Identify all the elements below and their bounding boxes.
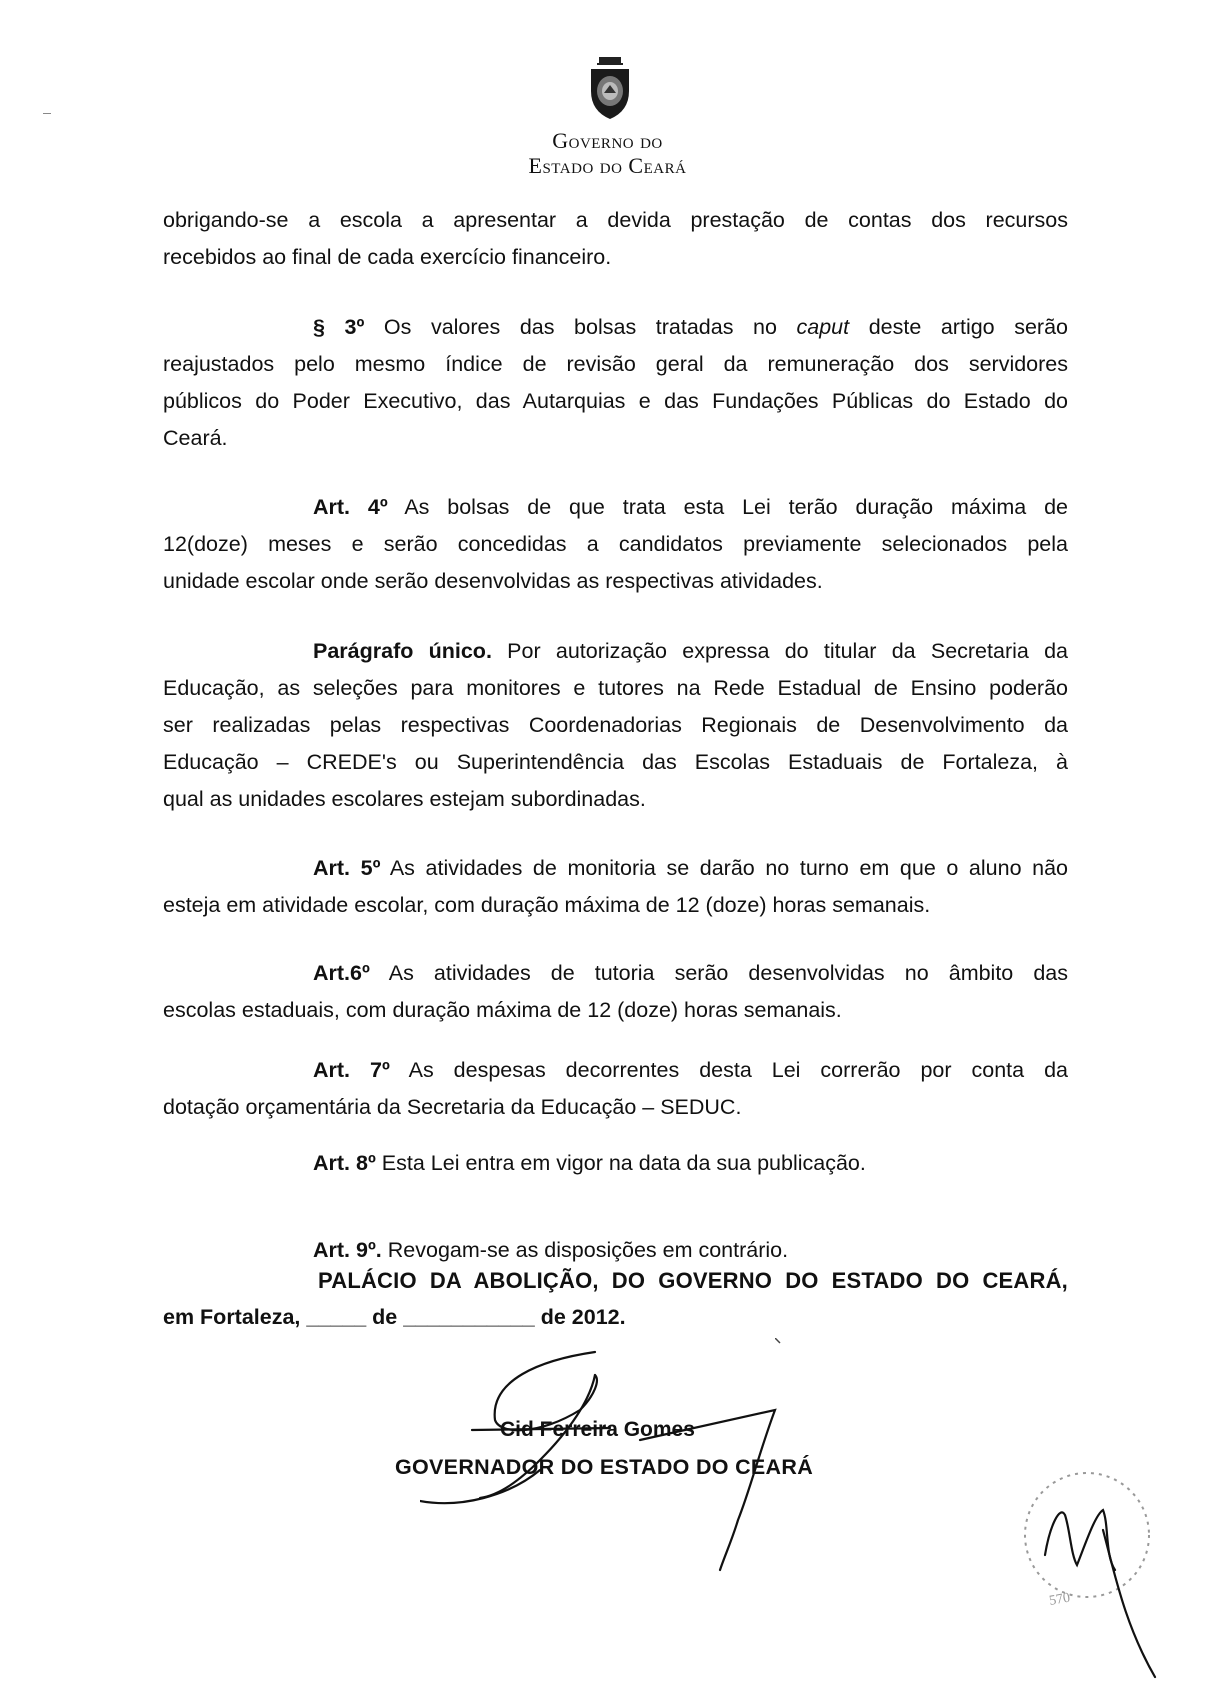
signatory-title: GOVERNADOR DO ESTADO DO CEARÁ xyxy=(395,1455,814,1479)
paragraph-3 xyxy=(163,309,1068,457)
text-line: Ceará. xyxy=(163,426,228,450)
text-line: Educação, as seleções para monitores e tutores na Rede Estadual de Ensino poderão xyxy=(163,676,1068,700)
text-fragment: Os valores das bolsas tratadas no xyxy=(364,315,797,339)
text-line: escolas estaduais, com duração máxima de 12 (doze) horas semanais. xyxy=(163,998,842,1022)
text-line: dotação orçamentária da Secretaria da Educação – SEDUC. xyxy=(163,1095,742,1119)
paragrafo-unico xyxy=(163,633,1068,818)
article-8 xyxy=(163,1145,1068,1182)
state-coat-of-arms-icon xyxy=(585,55,635,121)
place-date-line: em Fortaleza, _____ de ___________ de 2012. xyxy=(163,1305,626,1329)
text-line xyxy=(163,850,1068,887)
article-label: Art. 8º xyxy=(313,1151,376,1175)
article-4 xyxy=(163,489,1068,600)
text-line: obrigando-se a escola a apresentar a devida prestação de contas dos recursos xyxy=(163,208,1068,232)
header-line-estado: Estado do Ceará xyxy=(528,153,687,178)
text-fragment: As atividades de tutoria serão desenvolvidas no âmbito das xyxy=(369,961,1068,985)
text-line xyxy=(163,489,1068,526)
text-line: qual as unidades escolares estejam subordinadas. xyxy=(163,787,646,811)
text-line xyxy=(163,1232,1068,1269)
article-label: Parágrafo único. xyxy=(313,639,492,663)
text-fragment: As atividades de monitoria se darão no turno em que o aluno não xyxy=(380,856,1069,880)
handwritten-signature xyxy=(420,1340,800,1590)
article-5 xyxy=(163,850,1068,924)
text-line: reajustados pelo mesmo índice de revisão geral da remuneração dos servidores xyxy=(163,352,1068,376)
text-line xyxy=(163,309,1068,346)
article-label: Art. 4º xyxy=(313,495,388,519)
article-label: Art. 5º xyxy=(313,856,381,880)
official-stamp xyxy=(1005,1455,1175,1685)
text-line xyxy=(163,633,1068,670)
section-label: § 3º xyxy=(313,315,365,339)
caput-term: caput xyxy=(796,315,850,339)
text-line xyxy=(163,1052,1068,1089)
text-line xyxy=(163,955,1068,992)
text-fragment: Por autorização expressa do titular da Secretaria da xyxy=(491,639,1068,663)
palace-closing-line: PALÁCIO DA ABOLIÇÃO, DO GOVERNO DO ESTADO DO CEARÁ, xyxy=(318,1268,1068,1293)
paragraph-continuation xyxy=(163,202,1068,276)
header-line-governo: Governo do xyxy=(552,128,663,153)
scan-mark xyxy=(43,113,51,114)
text-fragment: As bolsas de que trata esta Lei terão duração máxima de xyxy=(387,495,1068,519)
text-fragment: deste artigo serão xyxy=(849,315,1068,339)
text-fragment: As despesas decorrentes desta Lei correrão por conta da xyxy=(389,1058,1068,1082)
article-9 xyxy=(163,1232,1068,1269)
text-line: unidade escolar onde serão desenvolvidas as respectivas atividades. xyxy=(163,569,823,593)
text-line: Educação – CREDE's ou Superintendência das Escolas Estaduais de Fortaleza, à xyxy=(163,750,1068,774)
signatory-name: Cid Ferreira Gomes xyxy=(500,1418,695,1441)
text-line: esteja em atividade escolar, com duração máxima de 12 (doze) horas semanais. xyxy=(163,893,931,917)
text-fragment: Revogam-se as disposições em contrário. xyxy=(381,1238,789,1262)
text-line: públicos do Poder Executivo, das Autarquias e das Fundações Públicas do Estado do xyxy=(163,389,1068,413)
article-label: Art.6º xyxy=(313,961,370,985)
article-label: Art. 7º xyxy=(313,1058,390,1082)
text-fragment: Esta Lei entra em vigor na data da sua publicação. xyxy=(375,1151,866,1175)
text-line: recebidos ao final de cada exercício financeiro. xyxy=(163,245,612,269)
article-7 xyxy=(163,1052,1068,1126)
svg-text:570: 570 xyxy=(1048,1590,1072,1609)
text-line: ser realizadas pelas respectivas Coordenadorias Regionais de Desenvolvimento da xyxy=(163,713,1068,737)
text-line: 12(doze) meses e serão concedidas a candidatos previamente selecionados pela xyxy=(163,532,1068,556)
text-line xyxy=(163,1145,1068,1182)
article-6 xyxy=(163,955,1068,1029)
article-label: Art. 9º. xyxy=(313,1238,382,1262)
